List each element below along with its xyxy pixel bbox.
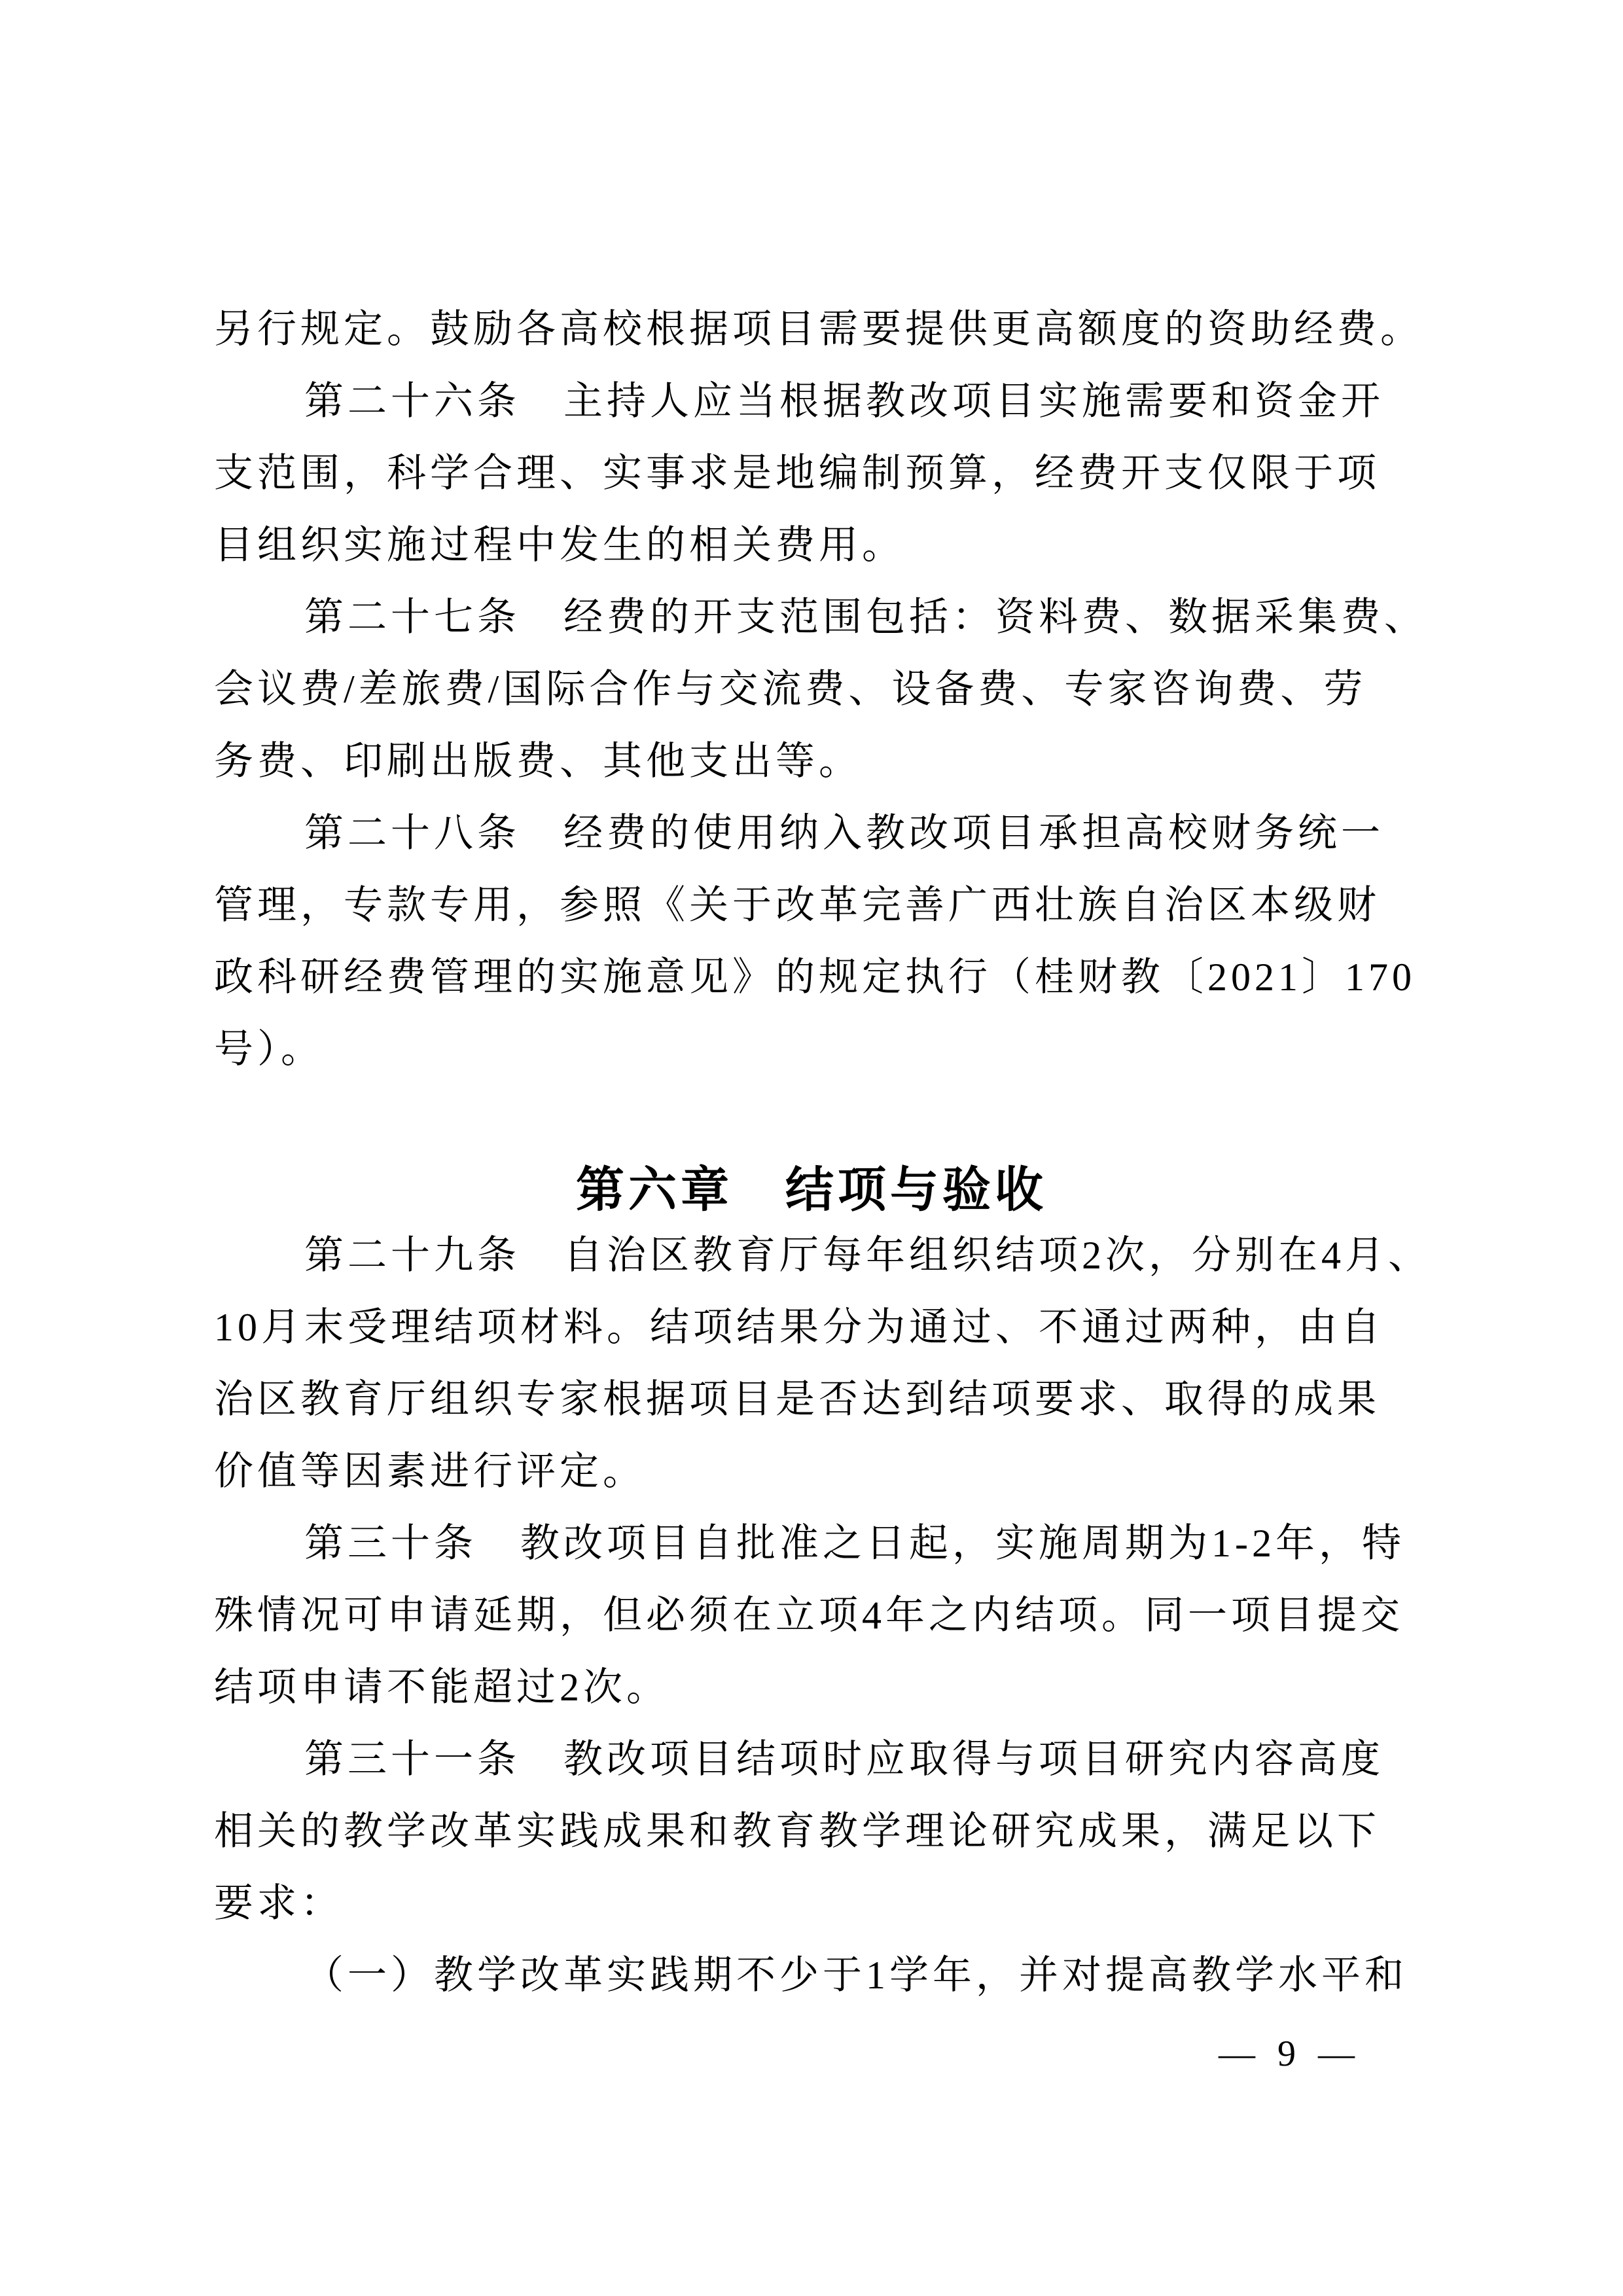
body-line: 结项申请不能超过2次。 <box>214 1666 669 1709</box>
body-line: 治区教育厅组织专家根据项目是否达到结项要求、取得的成果 <box>214 1378 1380 1421</box>
body-line: 要求： <box>214 1882 344 1925</box>
body-line: 殊情况可申请延期，但必须在立项4年之内结项。同一项目提交 <box>214 1594 1404 1637</box>
page-number: — 9 — <box>1219 2034 1361 2074</box>
chapter-heading: 第六章 结项与验收 <box>576 1162 1047 1218</box>
body-line: 政科研经费管理的实施意见》的规定执行（桂财教〔2021〕170 <box>214 956 1416 999</box>
body-line-article-27: 第二十七条 经费的开支范围包括：资料费、数据采集费、 <box>304 596 1427 639</box>
body-line: 务费、印刷出版费、其他支出等。 <box>214 740 862 783</box>
body-line-article-31: 第三十一条 教改项目结项时应取得与项目研究内容高度 <box>304 1738 1384 1781</box>
body-line: 相关的教学改革实践成果和教育教学理论研究成果，满足以下 <box>214 1810 1380 1853</box>
body-line-article-26: 第二十六条 主持人应当根据教改项目实施需要和资金开 <box>304 380 1384 423</box>
body-line: 10月末受理结项材料。结项结果分为通过、不通过两种，由自 <box>214 1306 1384 1349</box>
body-line-article-29: 第二十九条 自治区教育厅每年组织结项2次，分别在4月、 <box>304 1234 1431 1277</box>
body-line-article-28: 第二十八条 经费的使用纳入教改项目承担高校财务统一 <box>304 812 1384 855</box>
body-line: 价值等因素进行评定。 <box>214 1450 646 1493</box>
body-line: 会议费/差旅费/国际合作与交流费、设备费、专家咨询费、劳 <box>214 668 1367 711</box>
body-line: 号）。 <box>214 1028 324 1071</box>
body-line: 目组织实施过程中发生的相关费用。 <box>214 524 905 567</box>
body-line: 支范围，科学合理、实事求是地编制预算，经费开支仅限于项 <box>214 452 1380 495</box>
body-line: 另行规定。鼓励各高校根据项目需要提供更高额度的资助经费。 <box>214 308 1423 351</box>
body-line: 管理，专款专用，参照《关于改革完善广西壮族自治区本级财 <box>214 884 1380 927</box>
body-line-item-1: （一）教学改革实践期不少于1学年，并对提高教学水平和 <box>304 1954 1408 1997</box>
body-line-article-30: 第三十条 教改项目自批准之日起，实施周期为1-2年，特 <box>304 1522 1405 1565</box>
